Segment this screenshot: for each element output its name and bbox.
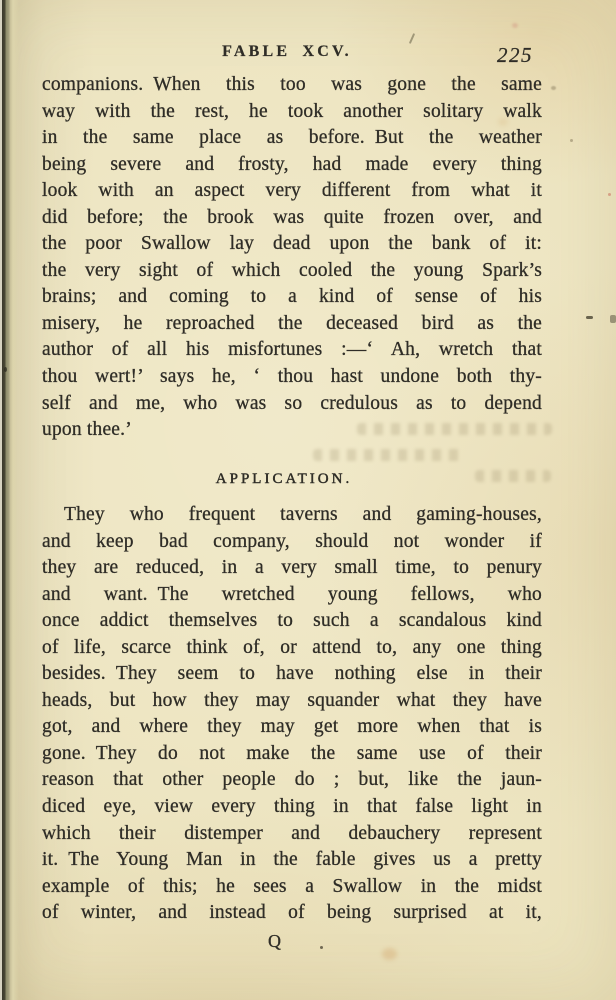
text-line: once addict themselves to such a scandalous kind bbox=[42, 610, 542, 632]
text-line: being severe and frosty, had made every thing bbox=[42, 153, 542, 175]
foxing-stain bbox=[382, 948, 397, 960]
text-line: got, and where they may get more when that is bbox=[42, 716, 542, 738]
application-heading: APPLICATION. bbox=[215, 471, 353, 487]
text-line: upon thee.’ bbox=[42, 419, 132, 441]
fable-paragraph bbox=[42, 72, 542, 444]
text-line: look with an aspect very different from what it bbox=[42, 180, 542, 202]
text-line: gone. They do not make the same use of their bbox=[42, 742, 542, 764]
application-paragraph bbox=[42, 502, 542, 927]
text-line: besides. They seem to have nothing else in their bbox=[42, 663, 542, 685]
text-line: in the same place as before. But the weather bbox=[42, 127, 542, 149]
text-line: self and me, who was so credulous as to depend bbox=[42, 392, 542, 414]
text-line: it. The Young Man in the fable gives us a pretty bbox=[42, 849, 542, 871]
running-title: FABLE XCV. bbox=[222, 43, 352, 60]
ink-speck bbox=[551, 86, 556, 90]
text-line: did before; the brook was quite frozen over, and bbox=[42, 206, 542, 228]
show-through-artifact bbox=[475, 470, 551, 482]
text-line: the very sight of which cooled the young Spark’s bbox=[42, 259, 542, 281]
text-line: diced eye, view every thing in that false light in bbox=[42, 796, 542, 818]
text-column bbox=[42, 0, 542, 1000]
text-line: author of all his misfortunes :—‘ Ah, wretch that bbox=[42, 339, 542, 361]
page-number: 225 bbox=[497, 43, 533, 67]
ink-speck bbox=[570, 139, 573, 142]
text-line: of winter, and instead of being surprised at it, bbox=[42, 902, 542, 924]
text-line: they are reduced, in a very small time, to penury bbox=[42, 557, 542, 579]
show-through-artifact bbox=[313, 449, 461, 461]
signature-mark: Q bbox=[268, 931, 281, 951]
text-line: companions. When this too was gone the same bbox=[42, 74, 542, 95]
text-line: and want. The wretched young fellows, who bbox=[42, 583, 542, 605]
text-line: of life, scarce think of, or attend to, any one thing bbox=[42, 636, 542, 658]
page-spine-edge bbox=[0, 0, 20, 1000]
ink-dot bbox=[320, 946, 323, 949]
text-line: brains; and coming to a kind of sense of his bbox=[42, 286, 542, 308]
stain-speck bbox=[512, 23, 518, 28]
text-line: the poor Swallow lay dead upon the bank of it: bbox=[42, 233, 542, 255]
text-line: way with the rest, he took another solitary walk bbox=[42, 100, 542, 122]
ink-speck bbox=[4, 367, 7, 372]
text-line: reason that other people do ; but, like the jaun- bbox=[42, 769, 542, 791]
ink-speck bbox=[610, 315, 616, 323]
stain-speck bbox=[608, 193, 611, 196]
show-through-artifact bbox=[357, 423, 552, 435]
text-line: thou wert!’ says he, ‘ thou hast undone both thy- bbox=[42, 366, 542, 388]
text-line: which their distemper and debauchery represent bbox=[42, 822, 542, 844]
text-line: heads, but how they may squander what they have bbox=[42, 689, 542, 711]
text-line: and keep bad company, should not wonder if bbox=[42, 530, 542, 552]
text-line: misery, he reproached the deceased bird as the bbox=[42, 312, 542, 334]
foxing-stain bbox=[498, 118, 508, 126]
ink-speck bbox=[586, 316, 593, 319]
text-line: They who frequent taverns and gaming-houses, bbox=[64, 504, 542, 525]
text-line: example of this; he sees a Swallow in the midst bbox=[42, 875, 542, 897]
